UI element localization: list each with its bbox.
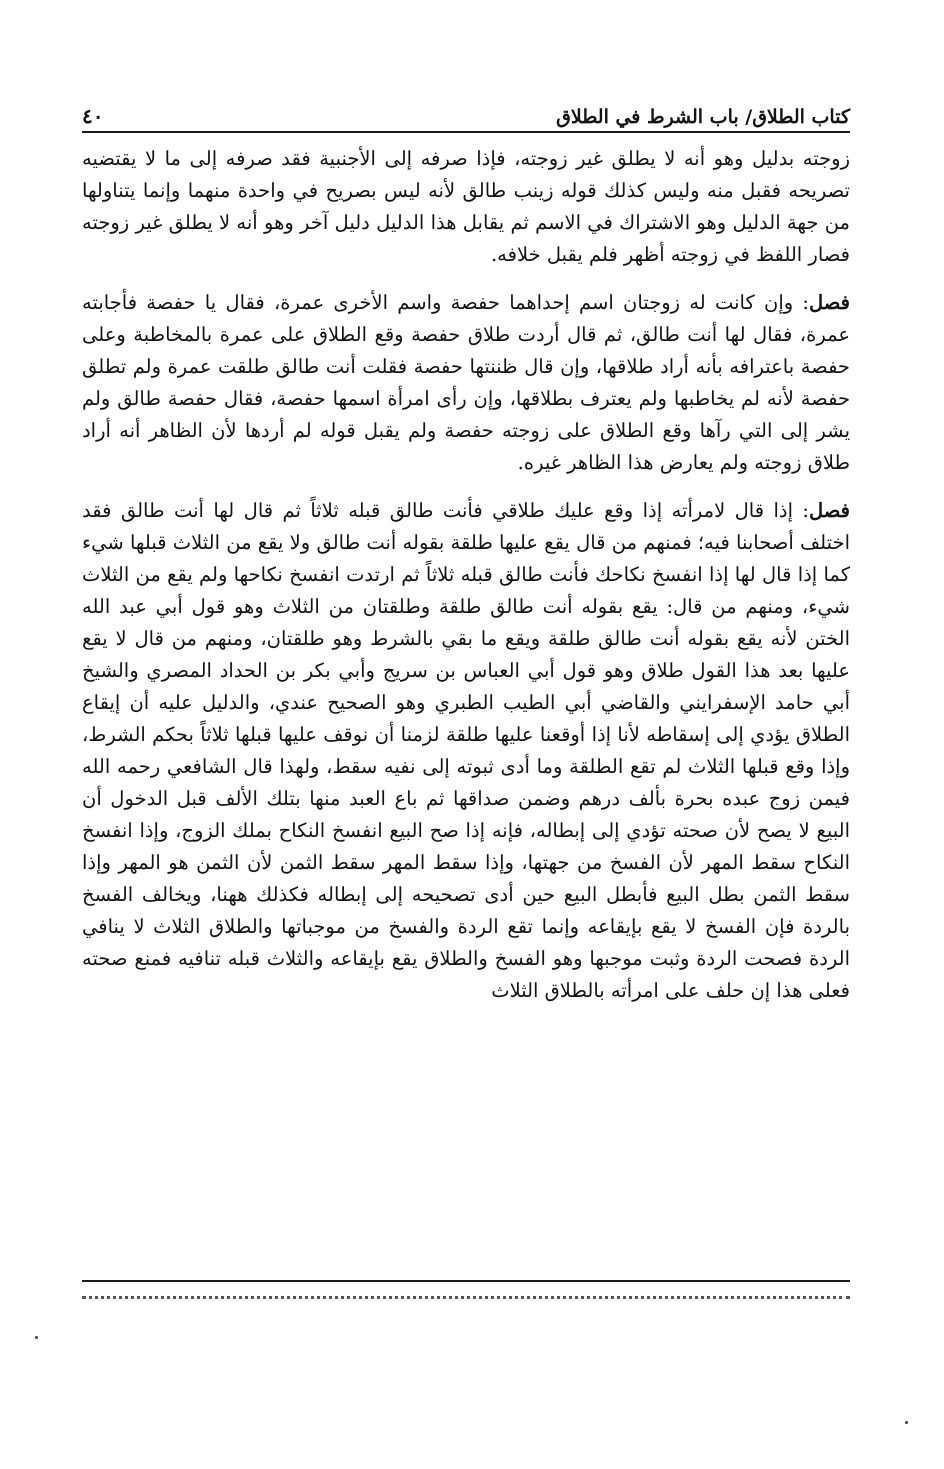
footnote-rule: [82, 1280, 850, 1282]
main-text: [82, 143, 850, 1023]
running-header: [82, 92, 850, 128]
page-number: ٤٠: [82, 104, 104, 128]
scan-speck: [35, 1336, 38, 1339]
paragraph-text: : إذا قال لامرأته إذا وقع عليك طلاقي فأنت طالق قبله ثلاثاً ثم قال لها أنت طالق فقد اختلف أصحابنا فيه؛ فمنهم من قال يقع عليها طلقة بقوله أنت طالق ولا يقع من الثلاث قبلها شيء كما إذا قال لها إذا انفسخ نكاحك فأنت طالق قبله ثلاثاً ثم ارتدت انفسخ نكاحها ولم يقع من الثلاث شيء، ومنهم من قال: يقع بقوله أنت طالق طلقة وطلقتان من الثلاث وهو قول أبي عبد الله الختن لأنه يقع بقوله أنت طالق طلقة ويقع ما بقي بالشرط وهو طلقتان، ومنهم من قال لا يقع عليها بعد هذا القول طلاق وهو قول أبي العباس بن سريج وأبي بكر بن الحداد المصري والشيخ أبي حامد الإسفرايني والقاضي أبي الطيب الطبري وهو الصحيح عندي، والدليل عليه أن إيقاع الطلاق يؤدي إلى إسقاطه لأنا إذا أوقعنا عليها طلقة لزمنا أن نوقف عليها قبلها ثلاثاً بحكم الشرط، وإذا وقع قبلها الثلاث لم تقع الطلقة وما أدى ثبوته إلى نفيه سقط، ولهذا قال الشافعي رحمه الله فيمن زوج عبده بحرة بألف درهم وضمن صداقها ثم باع العبد منها بتلك الألف قبل الدخول أن البيع لا يصح لأن صحته تؤدي إلى إبطاله، فإنه إذا صح البيع انفسخ النكاح بملك الزوج، وإذا انفسخ النكاح سقط المهر لأن الفسخ من جهتها، وإذا سقط المهر سقط الثمن لأن الثمن هو المهر وإذا سقط الثمن بطل البيع فأبطل البيع حين أدى تصحيحه إلى إبطاله فكذلك ههنا، ويخالف الفسخ بالردة فإن الفسخ لا يقع بإيقاعه وإنما تقع الردة والفسخ من موجباتها والطلاق الثلاث لا ينافي الردة فصحت الردة وثبت موجبها وهو الفسخ والطلاق يقع بإيقاعه والثلاث قبله تنافيه فمنع صحته فعلى هذا إن حلف على امرأته بالطلاق الثلاث: [82, 499, 850, 1002]
paragraph: [82, 143, 850, 271]
dotted-line: [82, 1296, 850, 1319]
paragraph-text: زوجته بدليل وهو أنه لا يطلق غير زوجته، فإذا صرفه إلى الأجنبية فقد صرفه إلى ما لا يقتضيه تصريحه فقبل منه وليس كذلك قوله زينب طالق لأنه ليس بصريح في واحدة منهما وإنما يتناولها من جهة الدليل وهو الاشتراك في الاسم ثم يقابل هذا الدليل دليل آخر وهو أنه لا يطلق غير زوجته فصار اللفظ في زوجته أظهر فلم يقبل خلافه.: [82, 147, 850, 266]
scan-speck: [905, 1421, 908, 1424]
section-label: فصل: [809, 499, 850, 522]
running-title: كتاب الطلاق/ باب الشرط في الطلاق: [556, 106, 850, 128]
header-rule: [82, 131, 850, 133]
paragraph-text: : وإن كانت له زوجتان اسم إحداهما حفصة واسم الأخرى عمرة، فقال يا حفصة فأجابته عمرة، فقال لها أنت طالق، ثم قال أردت طلاق حفصة وقع الطلاق على عمرة بالمخاطبة وعلى حفصة باعترافه بأنه أراد طلاقها، وإن قال ظننتها حفصة فقلت أنت طالق طلقت عمرة ولم تطلق حفصة لأنه لم يخاطبها ولم يعترف بطلاقها، وإن رأى امرأة اسمها حفصة، فقال حفصة طالق ولم يشر إلى التي رآها وقع الطلاق على زوجته حفصة ولم يقبل قوله لم أردها لأن الظاهر أنه أراد طلاق زوجته ولم يعارض هذا الظاهر غيره.: [82, 291, 850, 474]
paragraph: [82, 287, 850, 479]
paragraph: [82, 495, 850, 1007]
section-label: فصل: [809, 291, 850, 314]
book-page: [82, 0, 850, 1469]
